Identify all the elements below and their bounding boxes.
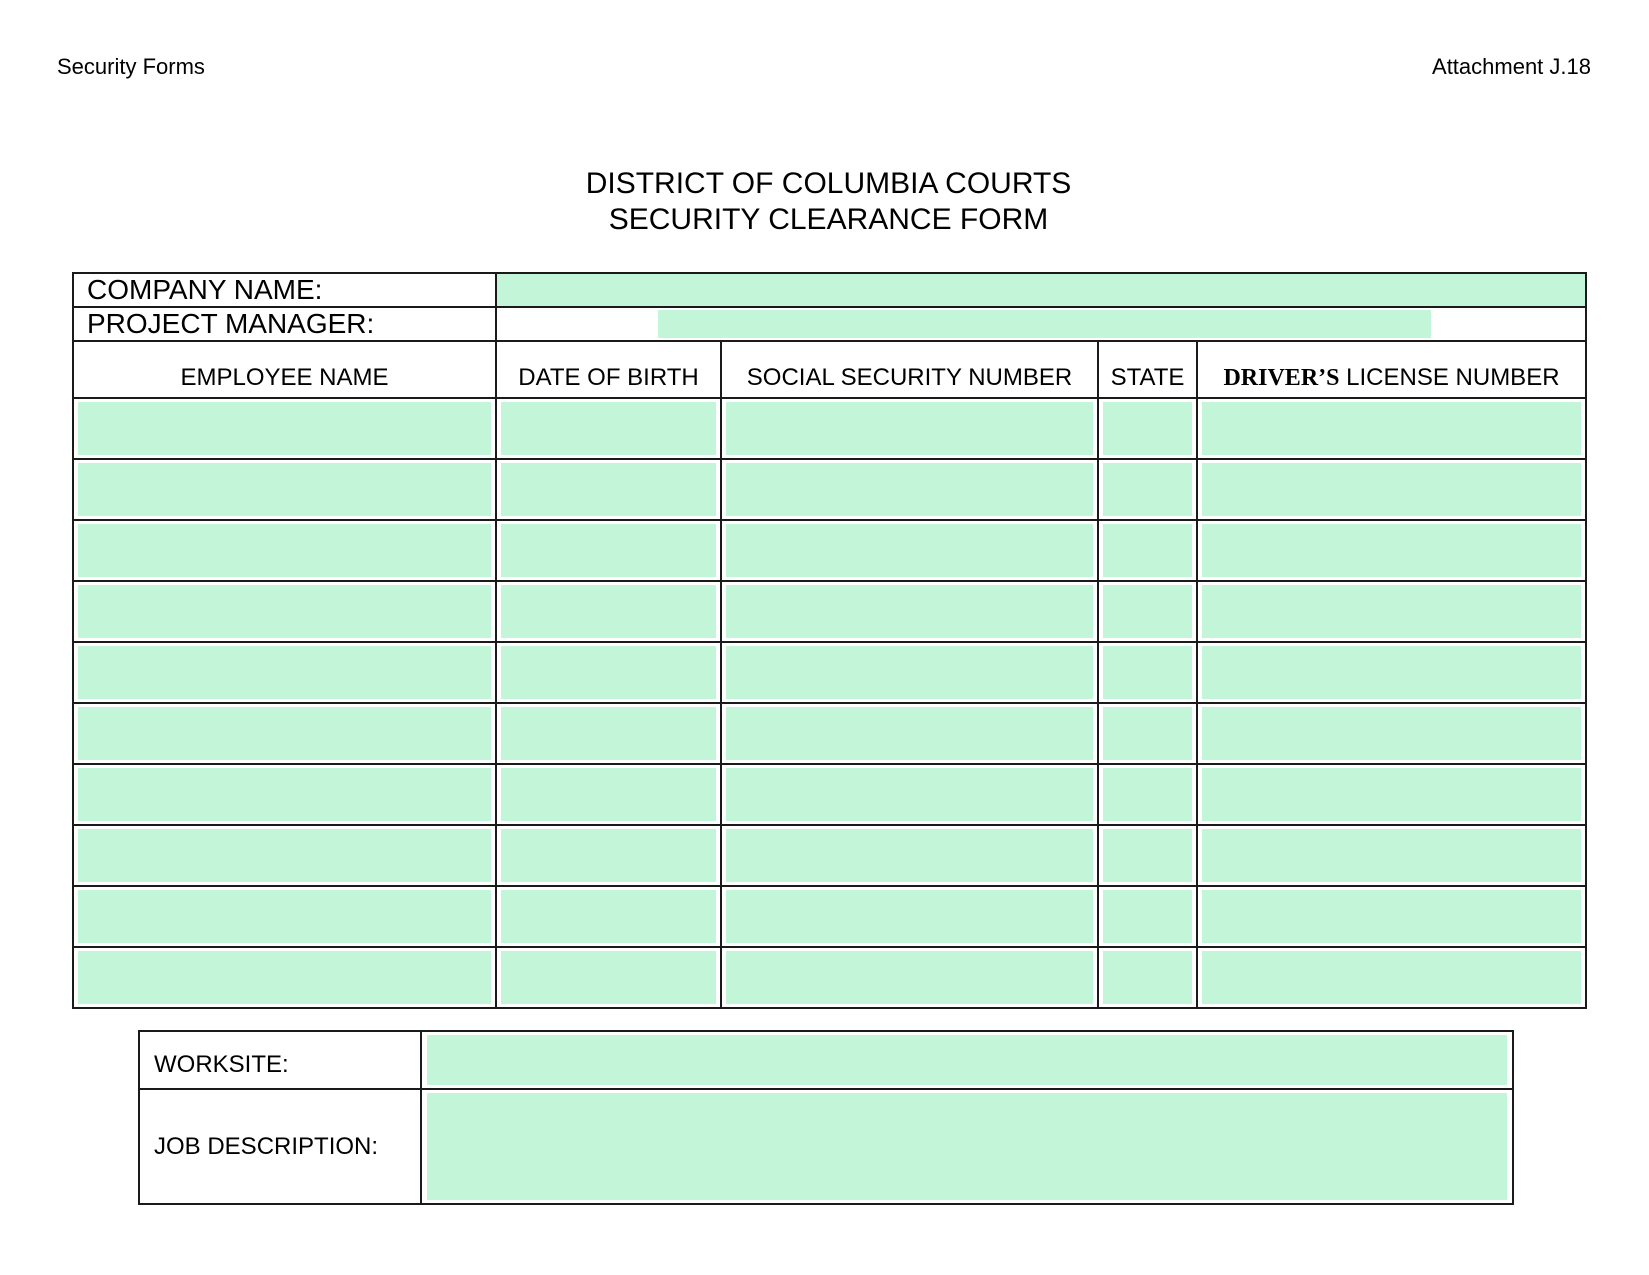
column-header-date-of-birth: DATE OF BIRTH (496, 341, 721, 398)
employee-cell-date-of-birth[interactable] (496, 642, 721, 703)
employee-cell-social-security-number[interactable] (721, 703, 1098, 764)
employee-cell-state[interactable] (1098, 947, 1197, 1008)
employee-cell-state[interactable] (1098, 886, 1197, 947)
cell-input-highlight[interactable] (1202, 402, 1581, 455)
project-manager-row (73, 307, 1586, 341)
worksite-field[interactable] (421, 1031, 1513, 1089)
attachment-label: Attachment J.18 (1432, 54, 1591, 79)
job-description-highlight[interactable] (427, 1093, 1507, 1200)
employee-cell-date-of-birth[interactable] (496, 764, 721, 825)
employee-row (73, 459, 1586, 520)
employee-cell-employee-name[interactable] (73, 398, 496, 459)
cell-input-highlight[interactable] (78, 402, 491, 455)
worksite-label: WORKSITE: (139, 1031, 421, 1089)
job-description-field[interactable] (421, 1089, 1513, 1204)
cell-input-highlight[interactable] (726, 829, 1093, 882)
cell-input-highlight[interactable] (1202, 890, 1581, 943)
employee-cell-state[interactable] (1098, 520, 1197, 581)
column-header-employee-name: EMPLOYEE NAME (73, 341, 496, 398)
cell-input-highlight[interactable] (1103, 951, 1192, 1004)
employee-row (73, 825, 1586, 886)
cell-input-highlight[interactable] (78, 463, 491, 516)
project-manager-highlight[interactable] (658, 310, 1431, 338)
employee-cell-employee-name[interactable] (73, 581, 496, 642)
cell-input-highlight[interactable] (1202, 524, 1581, 577)
employee-cell-drivers-license-number[interactable] (1197, 581, 1586, 642)
employee-cell-drivers-license-number[interactable] (1197, 398, 1586, 459)
form-title-line1: DISTRICT OF COLUMBIA COURTS (585, 167, 1072, 200)
cell-input-highlight[interactable] (1103, 402, 1192, 455)
employee-cell-state[interactable] (1098, 642, 1197, 703)
document-type-label: Security Forms (57, 54, 205, 79)
form-title-line2: SECURITY CLEARANCE FORM (608, 203, 1049, 236)
worksite-highlight[interactable] (427, 1035, 1507, 1085)
employee-cell-state[interactable] (1098, 764, 1197, 825)
company-name-field[interactable] (496, 273, 1586, 307)
cell-input-highlight[interactable] (78, 524, 491, 577)
employee-cell-state[interactable] (1098, 398, 1197, 459)
cell-input-highlight[interactable] (78, 890, 491, 943)
employee-cell-date-of-birth[interactable] (496, 581, 721, 642)
employee-cell-employee-name[interactable] (73, 825, 496, 886)
cell-input-highlight[interactable] (1103, 585, 1192, 638)
cell-input-highlight[interactable] (501, 768, 716, 821)
cell-input-highlight[interactable] (726, 768, 1093, 821)
table-header-row (73, 341, 1586, 398)
cell-input-highlight[interactable] (726, 402, 1093, 455)
employee-cell-date-of-birth[interactable] (496, 825, 721, 886)
cell-input-highlight[interactable] (501, 951, 716, 1004)
cell-input-highlight[interactable] (1202, 768, 1581, 821)
worksite-table (138, 1030, 1514, 1205)
cell-input-highlight[interactable] (1103, 890, 1192, 943)
employee-row (73, 642, 1586, 703)
project-manager-field[interactable] (496, 307, 1586, 341)
cell-input-highlight[interactable] (501, 585, 716, 638)
employee-cell-social-security-number[interactable] (721, 581, 1098, 642)
project-manager-label: PROJECT MANAGER: (73, 307, 496, 341)
worksite-row (139, 1031, 1513, 1089)
column-header-state: STATE (1098, 341, 1197, 398)
cell-input-highlight[interactable] (78, 951, 491, 1004)
employee-cell-date-of-birth[interactable] (496, 947, 721, 1008)
employee-cell-drivers-license-number[interactable] (1197, 764, 1586, 825)
employee-cell-employee-name[interactable] (73, 642, 496, 703)
employee-row (73, 947, 1586, 1008)
cell-input-highlight[interactable] (78, 585, 491, 638)
company-name-row (73, 273, 1586, 307)
form-title (72, 166, 1585, 238)
employee-row (73, 764, 1586, 825)
employee-cell-employee-name[interactable] (73, 459, 496, 520)
cell-input-highlight[interactable] (501, 890, 716, 943)
employee-cell-social-security-number[interactable] (721, 642, 1098, 703)
employee-cell-employee-name[interactable] (73, 703, 496, 764)
employee-cell-social-security-number[interactable] (721, 825, 1098, 886)
employee-cell-social-security-number[interactable] (721, 764, 1098, 825)
cell-input-highlight[interactable] (78, 646, 491, 699)
employee-cell-employee-name[interactable] (73, 886, 496, 947)
cell-input-highlight[interactable] (1202, 463, 1581, 516)
cell-input-highlight[interactable] (726, 646, 1093, 699)
cell-input-highlight[interactable] (501, 646, 716, 699)
cell-input-highlight[interactable] (1103, 646, 1192, 699)
cell-input-highlight[interactable] (1202, 829, 1581, 882)
employee-cell-date-of-birth[interactable] (496, 459, 721, 520)
cell-input-highlight[interactable] (1103, 829, 1192, 882)
cell-input-highlight[interactable] (726, 524, 1093, 577)
cell-input-highlight[interactable] (1202, 585, 1581, 638)
employee-cell-state[interactable] (1098, 703, 1197, 764)
cell-input-highlight[interactable] (501, 402, 716, 455)
cell-input-highlight[interactable] (1103, 524, 1192, 577)
employee-cell-social-security-number[interactable] (721, 459, 1098, 520)
cell-input-highlight[interactable] (726, 951, 1093, 1004)
cell-input-highlight[interactable] (78, 829, 491, 882)
employee-cell-state[interactable] (1098, 459, 1197, 520)
cell-input-highlight[interactable] (501, 463, 716, 516)
employee-cell-employee-name[interactable] (73, 520, 496, 581)
company-name-label: COMPANY NAME: (73, 273, 496, 307)
employee-cell-date-of-birth[interactable] (496, 398, 721, 459)
cell-input-highlight[interactable] (726, 890, 1093, 943)
employee-row (73, 398, 1586, 459)
employee-cell-date-of-birth[interactable] (496, 703, 721, 764)
employee-cell-drivers-license-number[interactable] (1197, 825, 1586, 886)
employee-cell-employee-name[interactable] (73, 947, 496, 1008)
cell-input-highlight[interactable] (78, 707, 491, 760)
employee-row (73, 520, 1586, 581)
cell-input-highlight[interactable] (501, 524, 716, 577)
employee-cell-social-security-number[interactable] (721, 520, 1098, 581)
cell-input-highlight[interactable] (1202, 646, 1581, 699)
employee-cell-state[interactable] (1098, 581, 1197, 642)
cell-input-highlight[interactable] (1103, 707, 1192, 760)
employee-cell-drivers-license-number[interactable] (1197, 642, 1586, 703)
cell-input-highlight[interactable] (726, 707, 1093, 760)
employee-cell-date-of-birth[interactable] (496, 520, 721, 581)
cell-input-highlight[interactable] (726, 585, 1093, 638)
cell-input-highlight[interactable] (78, 768, 491, 821)
cell-input-highlight[interactable] (501, 829, 716, 882)
employee-row (73, 703, 1586, 764)
job-description-row (139, 1089, 1513, 1204)
employee-row (73, 581, 1586, 642)
employee-cell-state[interactable] (1098, 825, 1197, 886)
employee-cell-date-of-birth[interactable] (496, 886, 721, 947)
employee-cell-drivers-license-number[interactable] (1197, 947, 1586, 1008)
column-header-ssn: SOCIAL SECURITY NUMBER (721, 341, 1098, 398)
employee-cell-social-security-number[interactable] (721, 886, 1098, 947)
job-description-label: JOB DESCRIPTION: (139, 1089, 421, 1204)
cell-input-highlight[interactable] (1103, 463, 1192, 516)
cell-input-highlight[interactable] (1202, 951, 1581, 1004)
cell-input-highlight[interactable] (1103, 768, 1192, 821)
employee-cell-social-security-number[interactable] (721, 947, 1098, 1008)
drivers-label-serif-part: DRIVER’S (1223, 365, 1340, 391)
employee-row (73, 886, 1586, 947)
employee-cell-drivers-license-number[interactable] (1197, 520, 1586, 581)
clearance-table (72, 272, 1587, 1009)
column-header-drivers-license (1197, 341, 1586, 398)
cell-input-highlight[interactable] (726, 463, 1093, 516)
employee-cell-employee-name[interactable] (73, 764, 496, 825)
drivers-label-sans-part: LICENSE NUMBER (1339, 364, 1560, 391)
cell-input-highlight[interactable] (501, 707, 716, 760)
employee-cell-drivers-license-number[interactable] (1197, 703, 1586, 764)
employee-cell-social-security-number[interactable] (721, 398, 1098, 459)
employee-cell-drivers-license-number[interactable] (1197, 886, 1586, 947)
cell-input-highlight[interactable] (1202, 707, 1581, 760)
employee-cell-drivers-license-number[interactable] (1197, 459, 1586, 520)
